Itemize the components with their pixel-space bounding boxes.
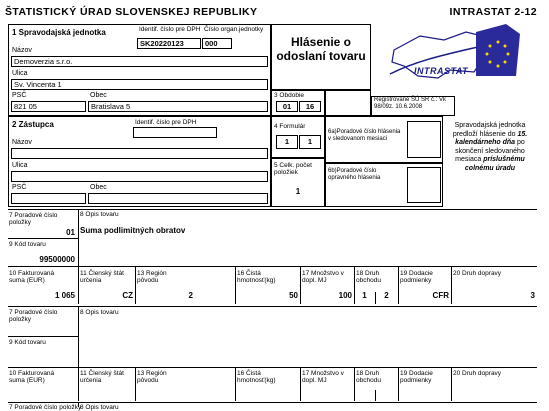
item2-transaction-label: 18 Druh obchodu — [356, 370, 381, 384]
representative-section — [8, 116, 271, 207]
item1-col-divider — [300, 266, 301, 304]
item-count-label: 5 Celk. počet položiek — [274, 162, 312, 176]
blank-box — [325, 90, 371, 116]
rep-zip-field[interactable] — [11, 193, 86, 204]
registration-text: Registrované ŠÚ SR č.: Vk 98/09z. 10.6.2008 — [374, 97, 447, 110]
rep-name-field[interactable] — [11, 148, 268, 159]
item2-divider — [78, 306, 79, 367]
item-count-section — [271, 158, 325, 207]
branch-label: Číslo organ.jednotky — [204, 26, 264, 33]
representative-label: 2 Zástupca — [12, 120, 54, 129]
rep-zip-label: PSČ — [12, 184, 27, 191]
item1-quantity-value[interactable]: 100 — [338, 291, 352, 300]
form-code: INTRASTAT 2-12 — [449, 6, 537, 18]
item2-col-divider — [300, 367, 301, 401]
period-label: 3 Obdobie — [274, 92, 304, 99]
rep-city-label: Obec — [90, 184, 107, 191]
zip-label: PSČ — [12, 92, 27, 99]
reporting-unit-label: 1 Spravodajská jednotka — [12, 28, 106, 37]
period-month-field[interactable]: 01 — [276, 101, 298, 112]
item2-col-divider — [354, 367, 355, 401]
zip-field[interactable]: 821 05 — [11, 101, 86, 112]
street-label: Ulica — [12, 70, 28, 77]
item1-terms-value[interactable]: CFR — [432, 291, 449, 300]
submission-notice — [445, 122, 535, 173]
authority-name: ŠTATISTICKÝ ÚRAD SLOVENSKEJ REPUBLIKY — [5, 6, 258, 18]
item2-order-line — [8, 336, 78, 337]
reporting-unit-section — [8, 24, 271, 116]
item1-transport-label: 20 Druh dopravy — [453, 270, 502, 277]
item1-goods-code-label: 9 Kód tovaru — [9, 241, 46, 248]
form-title: Hlásenie o odoslaní tovaru — [276, 35, 366, 63]
item3-order-label: 7 Poradové číslo položky — [9, 404, 82, 411]
name-field[interactable]: Demoverzia s.r.o. — [11, 56, 268, 67]
item2-state-label: 11 Členský štát určenia — [80, 370, 124, 384]
item1-col-divider — [354, 266, 355, 304]
item2-terms-label: 19 Dodacie podmienky — [400, 370, 433, 384]
item3-description-label: 8 Opis tovaru — [80, 404, 119, 411]
period-section — [271, 90, 325, 116]
item1-col-divider — [398, 266, 399, 304]
item2-amount-label: 10 Fakturovaná suma (EUR) — [9, 370, 55, 384]
item1-goods-code-value[interactable]: 99500000 — [39, 255, 75, 264]
item2-mass-label: 16 Čistá hmotnosť(kg) — [237, 370, 276, 384]
item1-state-value[interactable]: CZ — [122, 291, 133, 300]
vat-id-label: Identif. číslo pre DPH — [139, 26, 201, 33]
item2-transaction-tick — [375, 390, 376, 401]
item-count-value: 1 — [295, 187, 301, 196]
item2-col-divider — [451, 367, 452, 401]
item2-order-label: 7 Poradové číslo položky — [9, 309, 58, 323]
order-6a-field[interactable] — [407, 121, 441, 158]
item1-col-divider — [135, 266, 136, 304]
order-6b-field[interactable] — [407, 167, 441, 203]
logo-text: INTRASTAT — [414, 66, 469, 76]
item2-region-label: 13 Región pôvodu — [137, 370, 167, 384]
city-field[interactable]: Bratislava 5 — [88, 101, 268, 112]
branch-field[interactable]: 000 — [202, 38, 232, 49]
notice-emph1: 15. kalendárneho dňa — [455, 130, 528, 146]
period-year-field[interactable]: 16 — [299, 101, 321, 112]
item1-mass-value[interactable]: 50 — [289, 291, 298, 300]
item2-col-divider — [78, 367, 79, 401]
item1-transaction-label: 18 Druh obchodu — [356, 270, 381, 284]
vat-id-field[interactable]: SK20220123 — [137, 38, 201, 49]
forms-total-field[interactable]: 1 — [299, 135, 321, 149]
notice-emph2: príslušnému colnému úradu — [464, 156, 525, 172]
forms-section — [271, 116, 325, 158]
rep-name-label: Názov — [12, 139, 32, 146]
rep-street-field[interactable] — [11, 171, 268, 182]
item1-transport-value[interactable]: 3 — [530, 291, 535, 300]
item1-col-divider — [78, 266, 79, 304]
forms-label: 4 Formulár — [274, 123, 306, 130]
rep-vat-field[interactable] — [133, 127, 217, 138]
item1-terms-label: 19 Dodacie podmienky — [400, 270, 433, 284]
item1-order-line — [8, 238, 78, 239]
item2-description-label: 8 Opis tovaru — [80, 309, 119, 316]
item2-top-line — [8, 306, 537, 307]
notice-line2: po skončení sledovaného mesiaca — [455, 139, 525, 163]
item1-amount-value[interactable]: 1 065 — [54, 291, 75, 300]
order-6a-section — [325, 116, 443, 163]
street-field[interactable]: Sv. Vincenta 1 — [11, 79, 268, 90]
item1-col-divider — [235, 266, 236, 304]
item3-top-line — [8, 402, 537, 403]
item2-mid-line — [8, 367, 537, 368]
item2-col-divider — [235, 367, 236, 401]
item1-transaction-a-value[interactable]: 1 — [362, 291, 367, 300]
order-6b-label: 6b)Poradové číslo opravného hlásenia — [328, 168, 381, 181]
item1-mid-line — [8, 266, 537, 267]
forms-current-field[interactable]: 1 — [276, 135, 298, 149]
item2-col-divider — [398, 367, 399, 401]
rep-street-label: Ulica — [12, 162, 28, 169]
item1-region-value[interactable]: 2 — [188, 291, 193, 300]
name-label: Názov — [12, 47, 32, 54]
order-6a-label: 6a)Poradové číslo hlásenia v sledovanom mesiaci — [328, 129, 401, 142]
item1-description-value[interactable]: Suma podlimitných obratov — [80, 226, 186, 235]
intrastat-logo — [378, 24, 535, 92]
item1-col-divider — [451, 266, 452, 304]
order-6b-section — [325, 163, 443, 207]
item1-top-line — [8, 209, 537, 210]
item2-goods-code-label: 9 Kód tovaru — [9, 339, 46, 346]
item2-transport-label: 20 Druh dopravy — [453, 370, 502, 377]
item2-col-divider — [135, 367, 136, 401]
item1-divider — [78, 209, 79, 266]
item2-quantity-label: 17 Množstvo v dopl. MJ — [302, 370, 344, 384]
item1-description-label: 8 Opis tovaru — [80, 211, 119, 218]
item1-order-label: 7 Poradové číslo položky — [9, 212, 58, 226]
item1-state-label: 11 Členský štát určenia — [80, 270, 124, 284]
item1-amount-label: 10 Fakturovaná suma (EUR) — [9, 270, 55, 284]
item1-transaction-tick — [375, 292, 376, 304]
rep-city-field[interactable] — [88, 193, 268, 204]
rep-vat-label: Identif. číslo pre DPH — [135, 119, 197, 126]
item1-quantity-label: 17 Množstvo v dopl. MJ — [302, 270, 344, 284]
item1-region-label: 13 Región pôvodu — [137, 270, 167, 284]
notice-line1: Spravodajská jednotka predloží hlásenie do — [452, 122, 526, 138]
item1-transaction-b-value[interactable]: 2 — [384, 291, 389, 300]
item1-mass-label: 16 Čistá hmotnosť(kg) — [237, 270, 276, 284]
city-label: Obec — [90, 92, 107, 99]
item1-order-value[interactable]: 01 — [66, 228, 75, 237]
